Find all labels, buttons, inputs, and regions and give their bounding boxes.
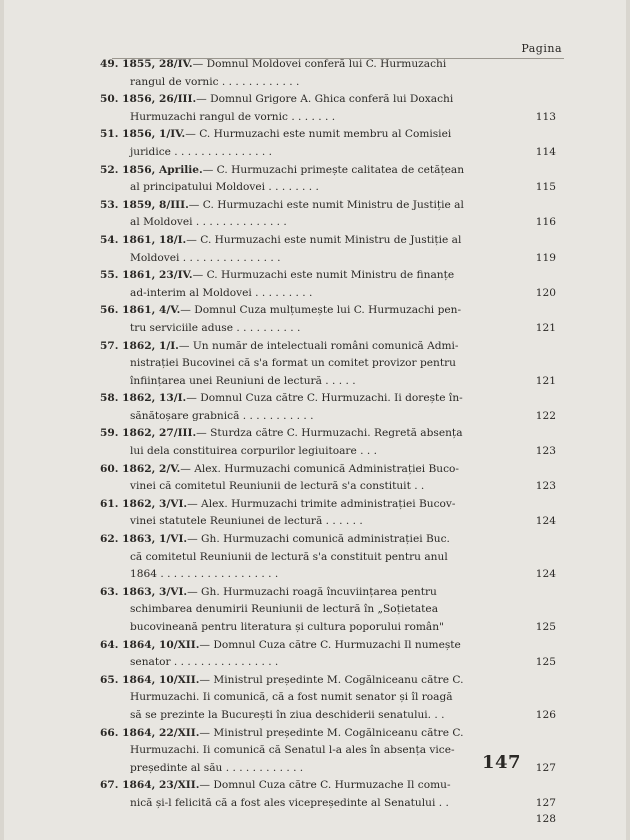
entry-continuation-line (100, 760, 536, 778)
entry-number-date: 49. 1855, 28/IV. (100, 58, 193, 70)
entry-continuation-line (100, 109, 536, 127)
list-item (100, 725, 556, 778)
entry-text: — C. Hurmuzachi primește calitatea de cetățean (202, 163, 465, 176)
entry-page-ref: 127 (535, 796, 556, 809)
entry-text: — C. Hurmuzachi este numit Ministru de finanțe (192, 269, 455, 282)
entry-first-line (100, 777, 536, 795)
list-item (100, 496, 556, 531)
entry-number-date: 50. 1856, 26/III. (100, 93, 197, 106)
entry-number-date: 64. 1864, 10/XII. (100, 638, 200, 651)
list-item (100, 390, 556, 425)
entry-continuation-line (100, 478, 536, 496)
entry-first-line (100, 267, 536, 285)
list-item (100, 126, 556, 161)
entry-number-date: 61. 1862, 3/VI. (100, 497, 188, 510)
entry-text: că comitetul Reuniunii de lectură s'a constituit pentru anul (130, 550, 448, 563)
list-item (100, 637, 556, 672)
entry-text: bucovineană pentru literatura și cultura poporului român" (130, 621, 444, 633)
entry-continuation-line (100, 144, 536, 162)
entry-continuation-line (100, 742, 536, 760)
entry-continuation-line (100, 250, 536, 268)
entry-text: sănătoșare grabnică . . . . . . . . . . . (130, 409, 314, 422)
entry-text: — Alex. Hurmuzachi trimite administrației Bucov- (187, 497, 456, 510)
entry-text: Moldovei . . . . . . . . . . . . . . . (130, 251, 281, 264)
entry-page-ref: 124 (535, 515, 556, 528)
list-item (100, 777, 556, 812)
entry-number-date: 55. 1861, 23/IV. (100, 269, 193, 282)
entry-page-ref: 120 (535, 286, 556, 299)
entry-text: juridice . . . . . . . . . . . . . . . (130, 145, 272, 158)
entry-page-ref: 114 (535, 145, 556, 158)
entry-text: Hurmuzachi. Ii comunică că Senatul l-a ales în absența vice- (130, 744, 455, 757)
entry-number-date: 54. 1861, 18/I. (100, 233, 187, 246)
entry-page-ref: 125 (535, 656, 556, 669)
entry-text: — Domnul Cuza mulțumește lui C. Hurmuzachi pen- (180, 304, 462, 317)
entry-continuation-line (100, 513, 536, 531)
entry-first-line (100, 338, 536, 356)
entry-page-ref: 121 (535, 321, 556, 334)
trailing-page-row (100, 812, 556, 830)
entry-number-date: 52. 1856, Aprilie. (100, 163, 203, 176)
entry-continuation-line (100, 179, 536, 197)
document-page (4, 0, 626, 840)
entry-text: Hurmuzachi rangul de vornic . . . . . . . (130, 110, 336, 123)
entry-first-line (100, 197, 536, 215)
list-item (100, 162, 556, 197)
entry-continuation-line (100, 795, 536, 813)
list-item (100, 302, 556, 337)
entry-continuation-line (100, 443, 536, 461)
entry-page-ref: 124 (535, 568, 556, 581)
list-item (100, 584, 556, 637)
entry-text: să se prezinte la București în ziua deschiderii senatului. . . (130, 708, 445, 721)
entry-text: al Moldovei . . . . . . . . . . . . . . (130, 216, 287, 229)
entry-continuation-line (100, 285, 536, 303)
entry-page-ref: 119 (535, 251, 556, 264)
entry-page-ref: 126 (535, 708, 556, 721)
entry-first-line (100, 584, 536, 602)
entry-number-date: 66. 1864, 22/XII. (100, 726, 200, 739)
entry-text: vinei că comitetul Reuniunii de lectură s'a constituit . . (130, 480, 425, 493)
list-item (100, 461, 556, 496)
entry-text: vinei statutele Reuniunei de lectură . . . . . . (130, 515, 363, 528)
entry-number-date: 57. 1862, 1/I. (100, 339, 179, 352)
entry-text: — Domnul Cuza către C. Hurmuzachi. Ii dorește în- (186, 392, 463, 405)
list-item (100, 232, 556, 267)
entry-text: — Gh. Hurmuzachi roagă încuviințarea pentru (187, 585, 437, 598)
entry-text: — Domnul Grigore A. Ghica conferă lui Doxachi (196, 93, 454, 106)
entry-number-date: 59. 1862, 27/III. (100, 427, 197, 440)
entry-first-line (100, 126, 536, 144)
entry-first-line (100, 531, 536, 549)
entry-number-date: 63. 1863, 3/VI. (100, 585, 188, 598)
entry-page-ref: 116 (535, 216, 556, 229)
entry-continuation-line (100, 355, 536, 373)
entry-text: — Un număr de intelectuali români comunică Admi- (178, 339, 459, 352)
entry-text: al principatului Moldovei . . . . . . . . (130, 181, 319, 194)
entry-page-ref: 123 (535, 480, 556, 493)
entry-page-ref: 127 (535, 761, 556, 774)
entry-text: — Ministrul președinte M. Cogălniceanu către C. (199, 726, 464, 739)
entry-first-line (100, 496, 536, 514)
entry-continuation-line (100, 408, 536, 426)
list-item (100, 91, 556, 126)
entry-page-ref: 123 (535, 445, 556, 458)
entry-first-line (100, 162, 536, 180)
entry-continuation-line (100, 601, 536, 619)
entry-continuation-line (100, 74, 536, 92)
entry-first-line (100, 725, 536, 743)
entry-list (100, 56, 556, 830)
entry-continuation-line (100, 214, 536, 232)
entry-text: — C. Hurmuzachi este numit Ministru de Justiție al (186, 233, 462, 246)
entry-number-date: 51. 1856, 1/IV. (100, 128, 186, 141)
entry-text: nistrației Bucovinei că s'a format un comitet provizor pentru (130, 357, 457, 370)
entry-number-date: 58. 1862, 13/I. (100, 392, 187, 405)
entry-text: — Ministrul președinte M. Cogălniceanu către C. (199, 673, 464, 686)
entry-first-line (100, 461, 536, 479)
entry-text: — C. Hurmuzachi este numit membru al Comisiei (185, 128, 452, 141)
entry-text: — Gh. Hurmuzachi comunică administrației Buc. (187, 533, 450, 546)
entry-continuation-line (100, 689, 536, 707)
entry-continuation-line (100, 373, 536, 391)
entry-text: — Domnul Cuza către C. Hurmuzache Il comu- (199, 779, 451, 792)
entry-text: 1864 . . . . . . . . . . . . . . . . . . (130, 568, 279, 581)
entry-continuation-line (100, 549, 536, 567)
entry-text: — Sturdza către C. Hurmuzachi. Regretă absența (196, 427, 463, 440)
list-item (100, 338, 556, 391)
entry-page-ref: 122 (535, 409, 556, 422)
entry-first-line (100, 390, 536, 408)
entry-text: — Domnul Moldovei conferă lui C. Hurmuzachi (192, 58, 447, 70)
entry-first-line (100, 302, 536, 320)
entry-first-line (100, 91, 536, 109)
entry-first-line (100, 637, 536, 655)
entry-first-line (100, 232, 536, 250)
entry-first-line (100, 425, 536, 443)
list-item (100, 56, 536, 91)
entry-first-line (100, 56, 536, 74)
list-item (100, 425, 556, 460)
entry-number-date: 53. 1859, 8/III. (100, 198, 189, 211)
entry-number-date: 62. 1863, 1/VI. (100, 533, 188, 546)
entry-continuation-line (100, 707, 536, 725)
list-item (100, 267, 556, 302)
entry-text: lui dela constituirea corpurilor legiuitoare . . . (130, 445, 377, 458)
entry-text: tru serviciile aduse . . . . . . . . . . (130, 321, 301, 334)
entry-continuation-line (100, 654, 536, 672)
list-item (100, 197, 556, 232)
entry-text: — Alex. Hurmuzachi comunică Administrației Buco- (180, 462, 459, 475)
entry-page-ref: 121 (535, 374, 556, 387)
entry-number-date: 65. 1864, 10/XII. (100, 673, 200, 686)
entry-text: ad-interim al Moldovei . . . . . . . . . (130, 286, 313, 299)
entry-text: — C. Hurmuzachi este numit Ministru de Justiție al (188, 198, 464, 211)
entry-number-date: 60. 1862, 2/V. (100, 462, 181, 475)
entry-continuation-line (100, 320, 536, 338)
entry-number-date: 56. 1861, 4/V. (100, 304, 181, 317)
entry-text: înființarea unei Reuniuni de lectură . . . . . (130, 374, 356, 387)
entry-text: președinte al său . . . . . . . . . . . . (130, 761, 304, 774)
entry-continuation-line (100, 566, 536, 584)
list-item (100, 531, 556, 584)
page-column-header: Pagina (521, 42, 562, 55)
entry-text: nică și-l felicită că a fost ales vicepreședinte al Senatului . . (130, 796, 449, 809)
entry-page-ref: 128 (535, 812, 556, 825)
entry-text: rangul de vornic . . . . . . . . . . . . (130, 75, 300, 88)
list-item (100, 672, 556, 725)
entry-first-line (100, 672, 536, 690)
entry-continuation-line (100, 619, 536, 637)
entry-page-ref: 115 (535, 181, 556, 194)
entry-text: Hurmuzachi. Ii comunică, că a fost numit senator și îl roagă (130, 691, 453, 704)
entry-number-date: 67. 1864, 23/XII. (100, 779, 200, 792)
entry-page-ref: 125 (535, 621, 556, 633)
entry-page-ref: 113 (535, 110, 556, 123)
entry-text: schimbarea denumirii Reuniunii de lectură în „Soțietatea (130, 603, 439, 616)
entry-text: — Domnul Cuza către C. Hurmuzachi Il numește (199, 638, 461, 651)
entry-text: senator . . . . . . . . . . . . . . . . (130, 656, 279, 669)
page-number: 147 (482, 752, 522, 773)
